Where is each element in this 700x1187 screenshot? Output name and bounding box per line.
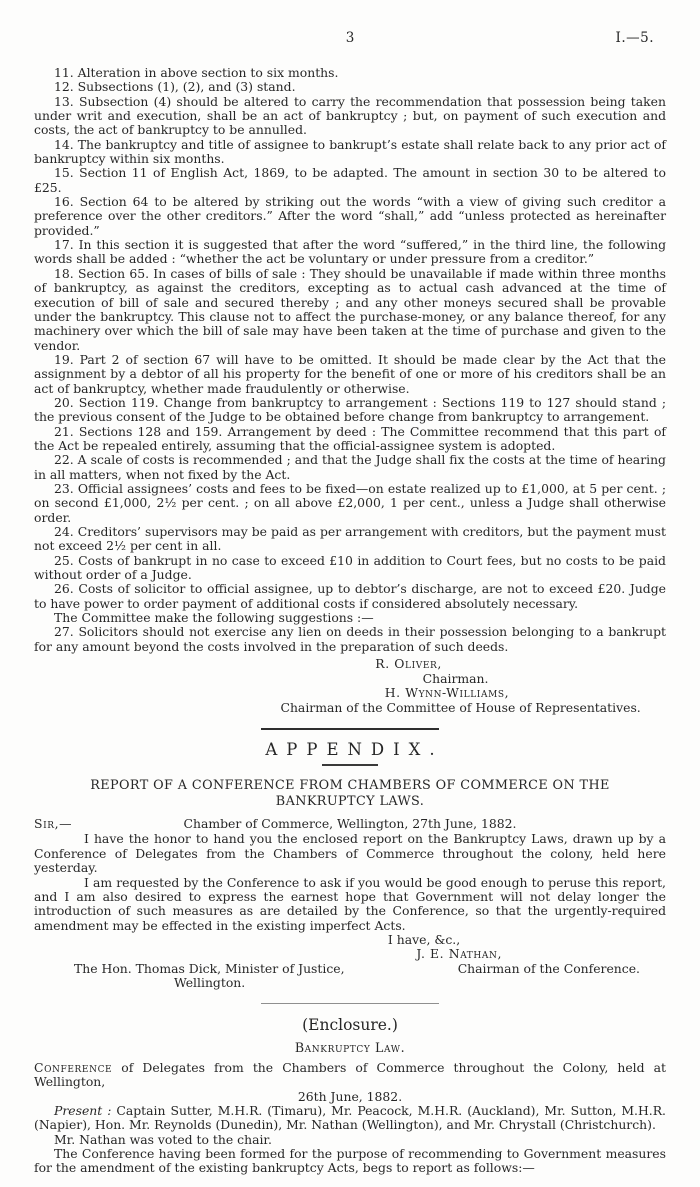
report-item-14: 14. The bankruptcy and title of assignee to bankrupt’s estate shall relate back to any prior act of bankruptcy within six months. [34,136,666,167]
report-item-26: 26. Costs of solicitor to official assignee, up to debtor’s discharge, are not to exceed £20. Judge to have power to order payment of additional costs if considered absolutely necessary. [34,581,666,611]
report-item-15: 15. Section 11 of English Act, 1869, to be adapted. The amount in section 30 to be altered to £25. [34,165,666,195]
enclosure-heading: (Enclosure.) [302,1015,398,1034]
page-number: 3 [345,30,355,46]
suggestions-line: The Committee make the following suggestions :— [54,610,374,626]
report-item-25: 25. Costs of bankrupt in no case to exceed £10 in addition to Court fees, but no costs to be paid without order of a Judge. [34,552,666,583]
chair-line: Mr. Nathan was voted to the chair. [54,1131,272,1147]
appendix-title-rule [322,764,378,766]
enclosure-divider-rule [261,1003,439,1004]
letter-valediction: I have, &c., [387,931,461,947]
addressee-and-signature-row [34,962,666,977]
letter-dateline: Chamber of Commerce, Wellington, 27th June, 1882. [183,816,517,832]
report-item-18: 18. Section 65. In cases of bills of sale : They should be unavailable if made within three months of bankruptcy, as against the creditors, excepting as to actual cash advanced at the time of execution of bill of sale and secured thereby ; and any other moneys secured shall be provable under the bankruptcy. This clause not to affect the purchase-money, or any balance thereof, for any machinery over which the bill of sale may have been taken at the time of purchase and given to the vendor. [34,265,666,353]
report-item-16: 16. Section 64 to be altered by striking out the words “with a view of giving such creditor a preference over the other creditors.” After the word “shall,” add “unless protected as hereinafter provided.” [34,194,666,238]
letter-paragraph-1: I have the honor to hand you the enclosed report on the Bankruptcy Laws, drawn up by a Conference of Delegates from the Chambers of Commerce throughout the colony, held here yesterday. [34,831,666,876]
report-item-22: 22. A scale of costs is recommended ; and that the Judge shall fix the costs at the time of hearing in all matters, when not fixed by the Act. [34,452,666,482]
conference-description [34,1061,666,1090]
page-header [34,30,666,47]
report-item-23: 23. Official assignees’ costs and fees to be fixed—on estate realized up to £1,000, at 5 per cent. ; on second £1,000, 2½ per cent. ; on all above £2,000, 1 per cent., unless a Judge shall otherwise order. [34,480,666,525]
report-item-24: 24. Creditors’ supervisors may be paid as per arrangement with creditors, but the payment must not exceed 2½ per cent in all. [34,524,666,554]
report-item-27: 27. Solicitors should not exercise any lien on deeds in their possession belonging to a bankrupt for any amount beyond the costs involved in the preparation of such deeds. [34,624,666,654]
conference-description-rest: of Delegates from the Chambers of Commerce throughout the Colony, held at Wellington, [34,1059,666,1090]
section-divider-rule [261,728,439,730]
appendix-title: APPENDIX. [265,740,444,760]
report-item-17: 17. In this section it is suggested that after the word “suffered,” in the third line, the following words shall be added : “whether the act be voluntary or under pressure from a creditor.” [34,237,666,267]
present-paragraph [34,1104,666,1133]
report-item-21: 21. Sections 128 and 159. Arrangement by deed : The Committee recommend that this part of the Act be repealed entirely, assuming that the official-assignee system is adopted. [34,423,666,453]
report-heading-line1: REPORT OF A CONFERENCE FROM CHAMBERS OF COMMERCE ON THE [90,778,610,794]
report-heading-line2: BANKRUPTCY LAWS. [275,793,425,809]
enclosure-subheading: Bankruptcy Law. [294,1039,406,1055]
signature-nathan: J. E. Nathan, [416,946,502,962]
document-reference: I.—5. [615,30,654,46]
conference-lead-word: Conference [34,1059,113,1075]
present-attendees: Captain Sutter, M.H.R. (Timaru), Mr. Peacock, M.H.R. (Auckland), Mr. Sutton, M.H.R. (Napier), Hon. Mr. Reynolds (Dunedin), Mr. Nathan (Wellington), and Mr. Chrystall (Christchurch). [34,1102,666,1133]
signature-oliver: R. Oliver, [375,656,442,672]
present-label: Present : [54,1102,112,1118]
report-item-19: 19. Part 2 of section 67 will have to be omitted. It should be made clear by the Act that the assignment by a debtor of all his property for the benefit of one or more of his creditors shall be an act of bankruptcy, whether made fraudulently or otherwise. [34,351,666,396]
report-item-13: 13. Subsection (4) should be altered to carry the recommendation that possession being taken under writ and execution, shall be an act of bankruptcy ; but, on payment of such execution and costs, the act of bankruptcy to be annulled. [34,93,666,138]
signature-wynn-williams: H. Wynn-Williams, [384,685,510,701]
committee-report-items [34,66,666,654]
report-heading [34,778,666,809]
signature-wynn-williams-title: Chairman of the Committee of House of Representatives. [280,699,641,715]
letter-opening-line [34,816,666,831]
conference-date: 26th June, 1882. [297,1088,403,1104]
report-item-11: 11. Alteration in above section to six months. [54,65,339,80]
addressee-line2: Wellington. [174,975,246,991]
letter-paragraph-2: I am requested by the Conference to ask if you would be good enough to peruse this report, and I am also desired to express the earnest hope that Government will not delay longer the introduction of such measures as are detailed by the Conference, so that the urgently-required amendment may be effected in the existing imperfect Acts. [34,874,666,933]
report-item-20: 20. Section 119. Change from bankruptcy to arrangement : Sections 119 to 127 should stand ; the previous consent of the Judge to be obtained before change from bankruptcy to arrangement. [34,394,666,425]
report-item-12: 12. Subsections (1), (2), and (3) stand. [54,79,296,95]
signature-nathan-title: Chairman of the Conference. [457,960,640,976]
addressee-line1: The Hon. Thomas Dick, Minister of Justice, [74,960,345,976]
letter-salutation: Sir,— [34,816,73,832]
committee-signatures [34,657,666,715]
closing-paragraph: The Conference having been formed for the purpose of recommending to Government measures for the amendment of the existing bankruptcy Acts, begs to report as follows:— [34,1145,666,1176]
signature-oliver-title: Chairman. [422,670,489,686]
